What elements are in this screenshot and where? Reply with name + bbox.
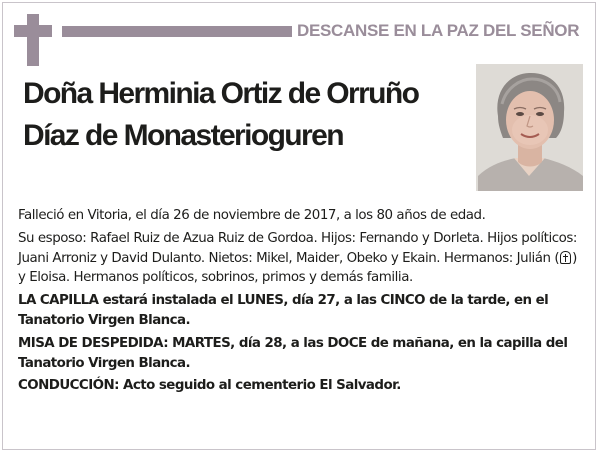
portrait-image <box>476 64 583 191</box>
obituary-frame <box>2 2 596 450</box>
family-list-part-1: Su esposo: Rafael Ruiz de Azua Ruiz de Gordoa. Hijos: Fernando y Dorleta. Hijos políticos: Juani Arroniz y David Dulanto. Nietos: Mikel, Maider, Obeko y Ekain. Hermanos: Julián ( <box>18 230 577 266</box>
deceased-name <box>23 73 463 157</box>
cross-icon <box>27 14 39 66</box>
deceased-name-line-2: Díaz de Monasterioguren <box>23 119 343 152</box>
procession-notice: CONDUCCIÓN: Acto seguido al cementerio El Salvador. <box>18 378 401 394</box>
chapel-notice: LA CAPILLA estará instalada el LUNES, día 27, a las CINCO de la tarde, en el Tanatorio Virgen Blanca. <box>18 293 549 328</box>
cross-icon-bar <box>14 25 52 37</box>
mass-notice: MISA DE DESPEDIDA: MARTES, día 28, a las DOCE de mañana, en la capilla del Tanatorio Virgen Blanca. <box>18 335 568 371</box>
family-list <box>18 229 588 288</box>
family-list-part-2: ) y Eloisa. Hermanos políticos, sobrinos, primos y demás familia. <box>18 250 577 286</box>
deceased-cross-icon <box>560 251 571 264</box>
header-title: DESCANSE EN LA PAZ DEL SEÑOR <box>297 21 580 40</box>
obituary-body <box>18 206 588 399</box>
deceased-name-line-1: Doña Herminia Ortiz de Orruño <box>23 77 419 110</box>
header-divider <box>62 26 292 37</box>
deceased-photo <box>476 64 583 191</box>
death-notice: Falleció en Vitoria, el día 26 de noviembre de 2017, a los 80 años de edad. <box>18 208 486 223</box>
